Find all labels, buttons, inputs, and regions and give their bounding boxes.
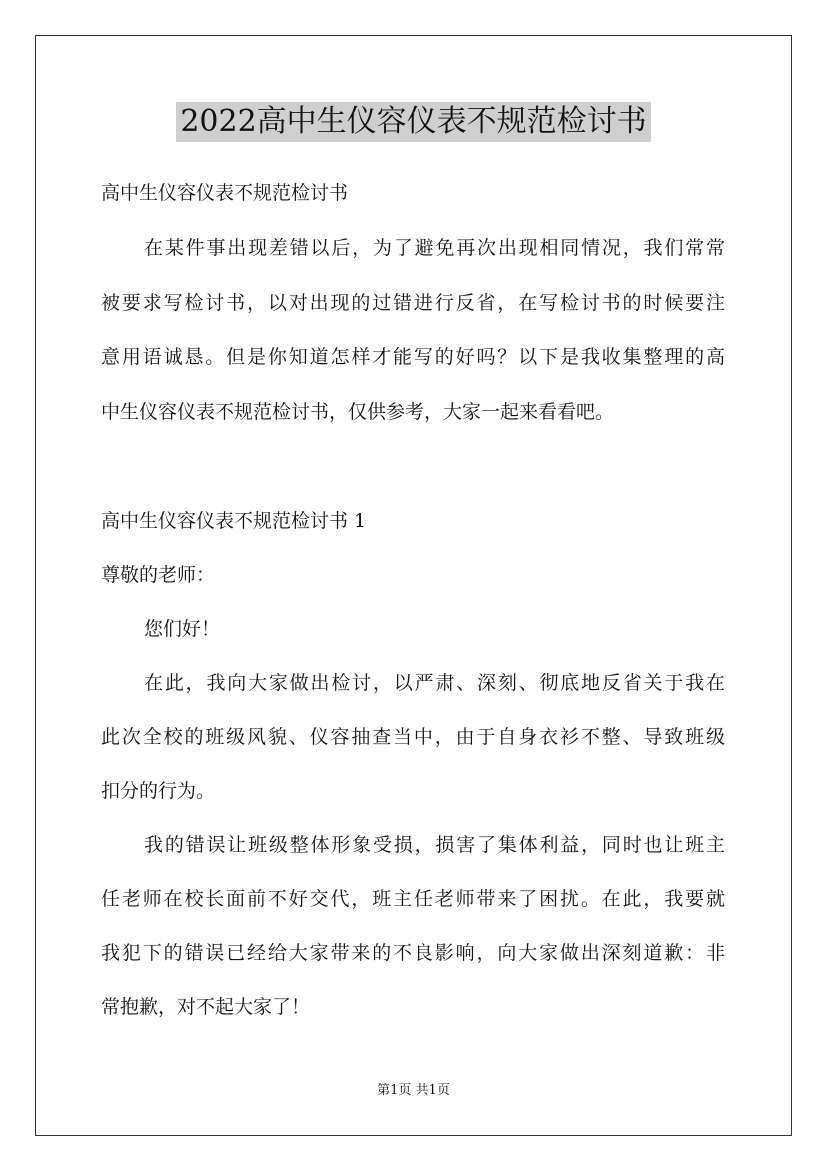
section-heading: 高中生仪容仪表不规范检讨书 1 [101, 510, 367, 532]
greeting: 您们好！ [144, 618, 221, 640]
paragraph1-line-2: 此次全校的班级风貌、仪容抽查当中，由于自身衣衫不整、导致班级 [101, 726, 725, 748]
paragraph2-line-1: 我的错误让班级整体形象受损，损害了集体利益，同时也让班主 [144, 834, 725, 856]
paragraph2-line-2: 任老师在校长面前不好交代，班主任老师带来了困扰。在此，我要就 [101, 888, 725, 910]
paragraph2-line-4: 常抱歉，对不起大家了！ [101, 996, 311, 1018]
intro-line-2: 被要求写检讨书，以对出现的过错进行反省，在写检讨书的时候要注 [101, 292, 725, 314]
title-container [0, 102, 827, 142]
intro-line-4: 中生仪容仪表不规范检讨书，仅供参考，大家一起来看看吧。 [101, 401, 615, 423]
document-subtitle: 高中生仪容仪表不规范检讨书 [101, 182, 349, 204]
paragraph2-line-3: 我犯下的错误已经给大家带来的不良影响，向大家做出深刻道歉：非 [101, 942, 725, 964]
paragraph1-line-1: 在此，我向大家做出检讨，以严肃、深刻、彻底地反省关于我在 [144, 672, 725, 694]
salutation: 尊敬的老师： [101, 564, 216, 586]
paragraph1-line-3: 扣分的行为。 [101, 780, 216, 802]
page-footer: 第1页 共1页 [377, 1083, 450, 1098]
intro-line-1: 在某件事出现差错以后，为了避免再次出现相同情况，我们常常 [144, 237, 725, 259]
intro-line-3: 意用语诚恳。但是你知道怎样才能写的好吗？以下是我收集整理的高 [101, 346, 725, 368]
document-title: 2022高中生仪容仪表不规范检讨书 [176, 102, 650, 142]
